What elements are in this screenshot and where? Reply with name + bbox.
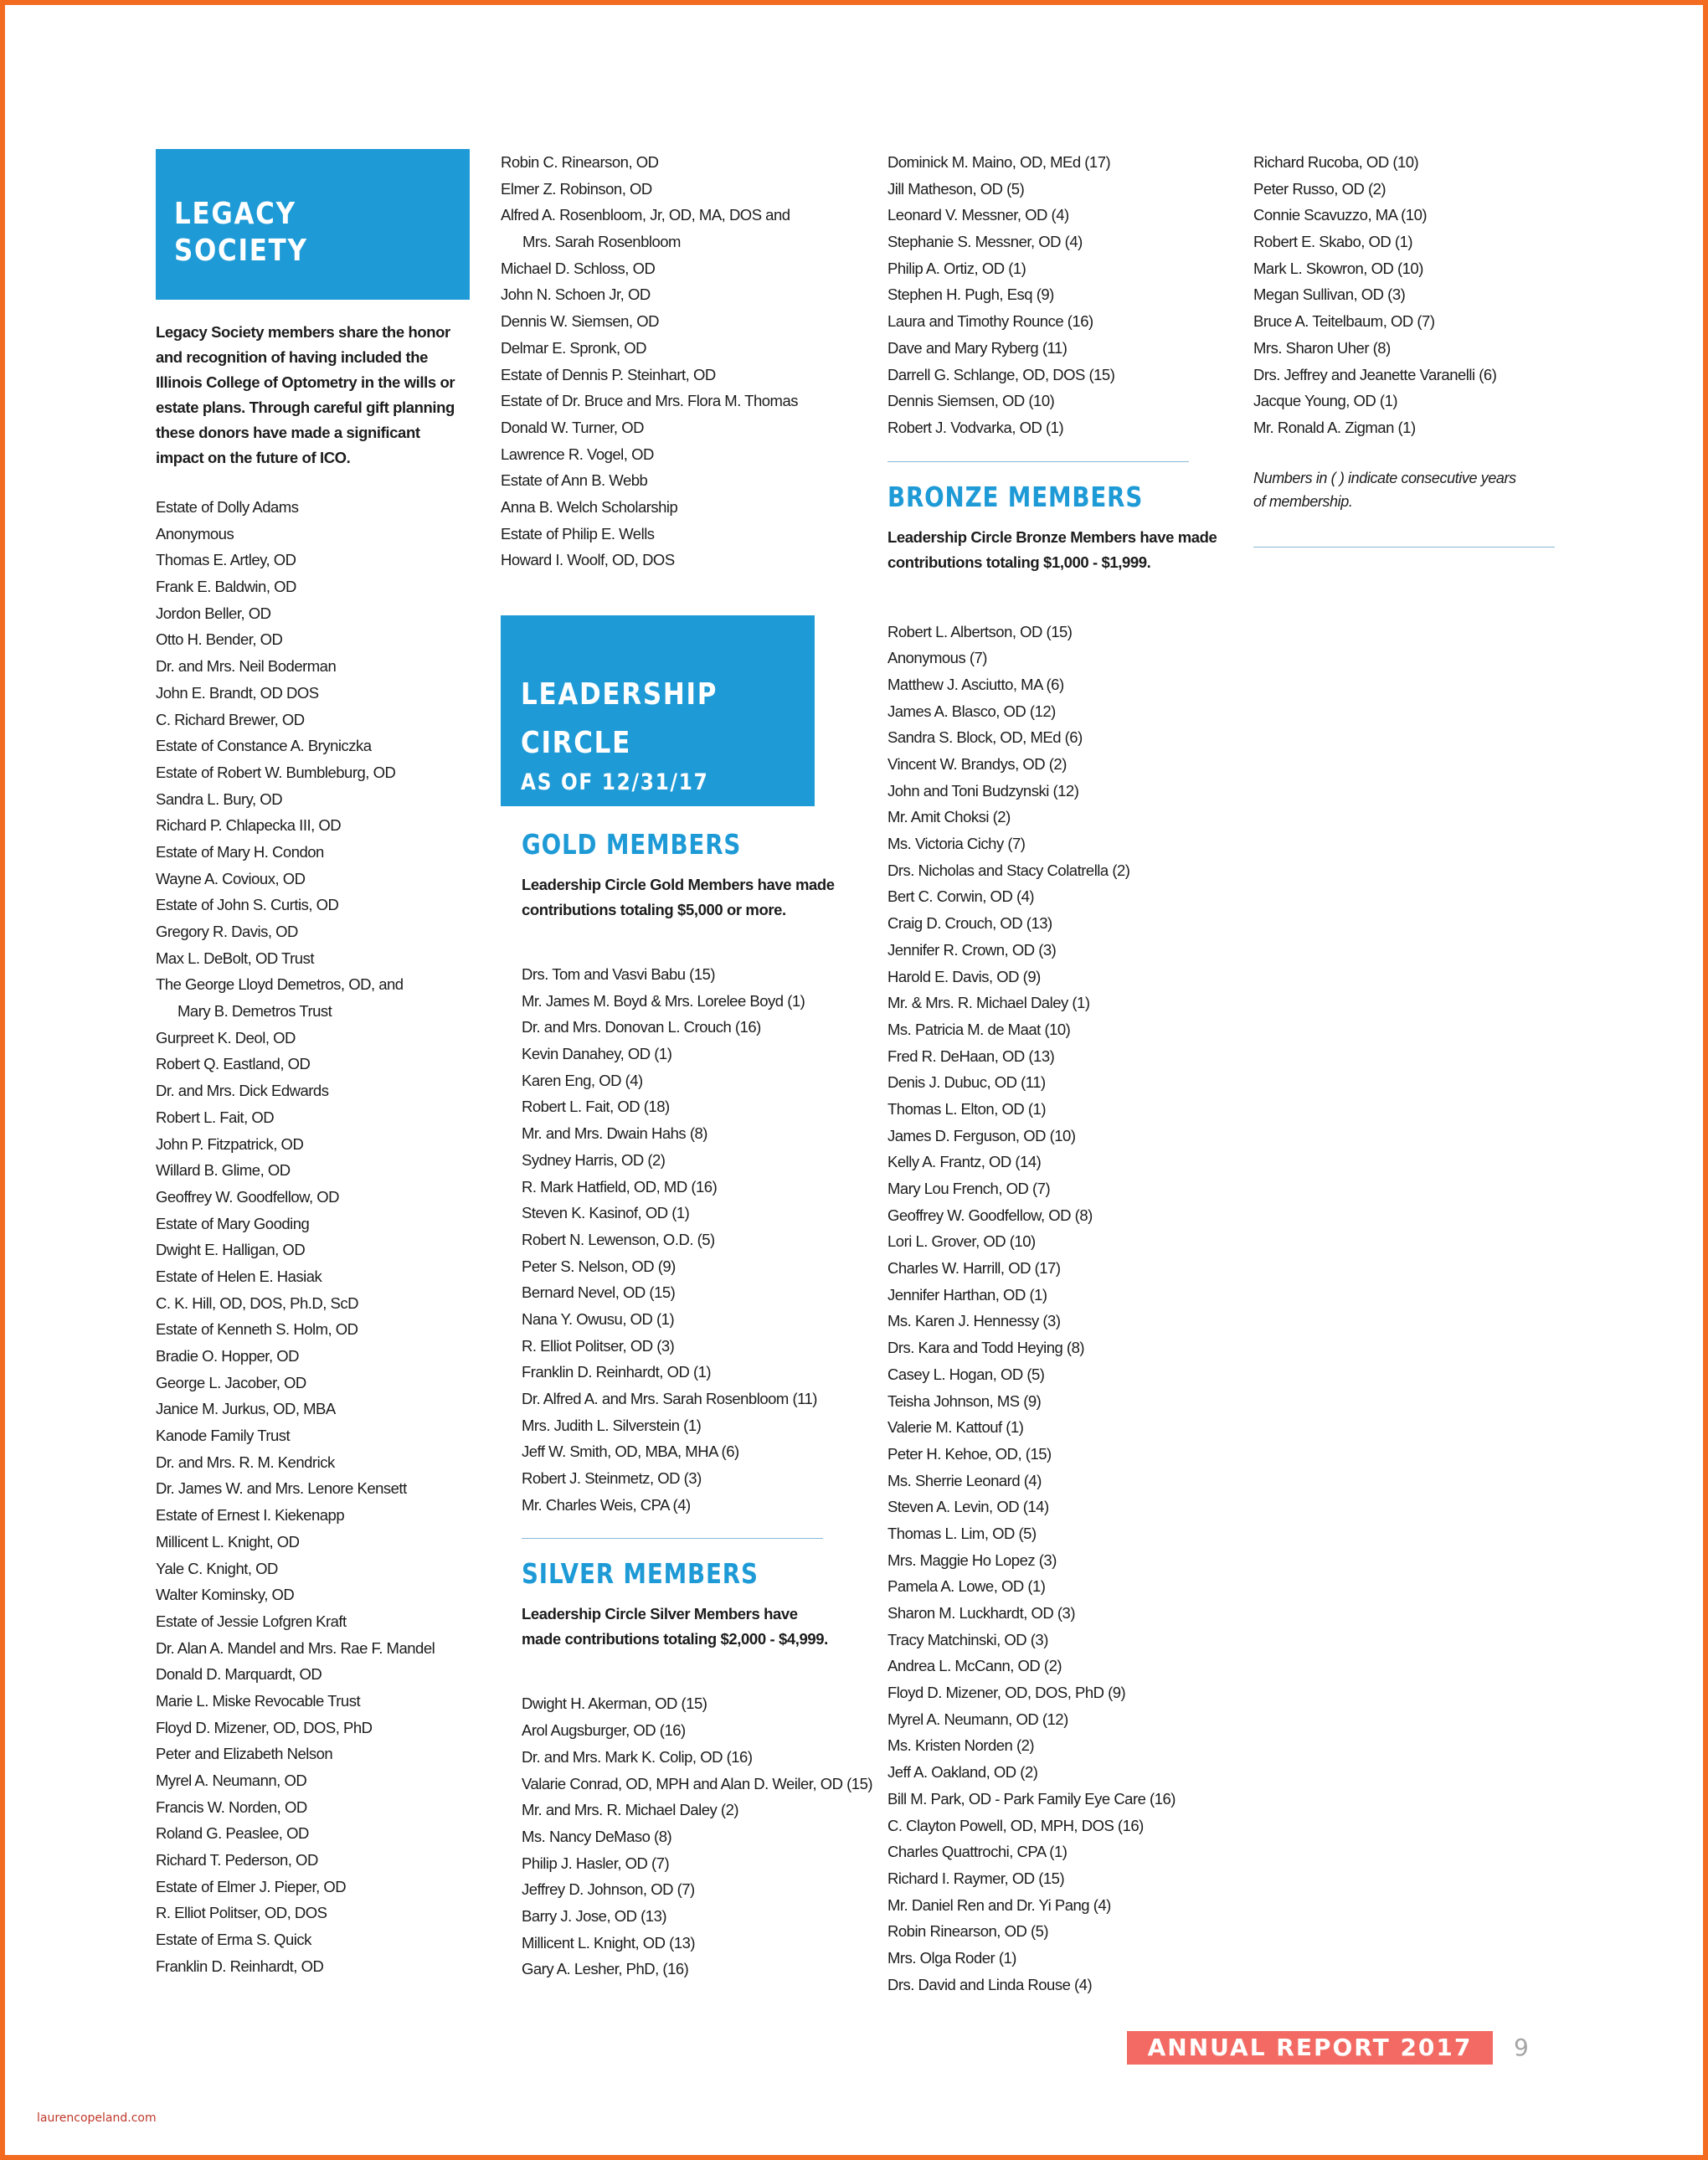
list-item: Francis W. Norden, OD (156, 1797, 307, 1816)
bronze-title: BRONZE MEMBERS (887, 480, 1144, 513)
list-item: Anonymous (7) (887, 649, 987, 667)
list-item: Marie L. Miske Revocable Trust (156, 1691, 361, 1710)
list-item: Robert L. Fait, OD (156, 1108, 275, 1126)
leadership-circle-header (501, 615, 815, 806)
list-item: Pamela A. Lowe, OD (1) (887, 1577, 1046, 1596)
leadership-title-line2: CIRCLE (521, 726, 632, 760)
list-item: Estate of Elmer J. Pieper, OD (156, 1877, 347, 1895)
list-item: Mr. James M. Boyd & Mrs. Lorelee Boyd (1) (522, 991, 805, 1010)
list-item: Gregory R. Davis, OD (156, 923, 298, 940)
list-item: George L. Jacober, OD (156, 1373, 306, 1391)
list-item: Dennis Siemsen, OD (10) (887, 392, 1055, 410)
section-divider (1253, 547, 1555, 548)
list-item: Sandra S. Block, OD, MEd (6) (887, 728, 1083, 747)
list-item: Myrel A. Neumann, OD (156, 1772, 307, 1789)
list-item: R. Elliot Politser, OD (3) (522, 1336, 675, 1355)
list-item: Craig D. Crouch, OD (13) (887, 914, 1052, 933)
legacy-names-list (156, 494, 470, 1980)
list-item: Mrs. Olga Roder (1) (887, 1948, 1016, 1967)
list-item: Anonymous (156, 524, 234, 543)
list-item: C. Richard Brewer, OD (156, 710, 305, 728)
list-item: Thomas E. Artley, OD (156, 551, 296, 569)
list-item: Mrs. Maggie Ho Lopez (3) (887, 1551, 1057, 1569)
list-item: Dr. and Mrs. Dick Edwards (156, 1082, 329, 1100)
list-item: Janice M. Jurkus, OD, MBA (156, 1400, 336, 1418)
bronze-names-list (887, 619, 1222, 1998)
list-item: Mr. and Mrs. Dwain Hahs (8) (522, 1124, 707, 1143)
list-item: Casey L. Hogan, OD (5) (887, 1365, 1045, 1383)
list-item: Walter Kominsky, OD (156, 1586, 295, 1604)
list-item: Anna B. Welch Scholarship (501, 497, 678, 516)
list-item: Drs. Tom and Vasvi Babu (15) (522, 965, 716, 983)
gold-section (501, 828, 873, 1983)
bronze-names-continued (1253, 149, 1563, 441)
list-item: Mr. Daniel Ren and Dr. Yi Pang (4) (887, 1895, 1111, 1914)
list-item: Mary Lou French, OD (7) (887, 1180, 1051, 1197)
list-item: Dennis W. Siemsen, OD (501, 312, 659, 331)
list-item: Floyd D. Mizener, OD, DOS, PhD (9) (887, 1684, 1126, 1702)
list-item: Jennifer Harthan, OD (1) (887, 1285, 1047, 1304)
list-item: Mary B. Demetros Trust (177, 1002, 332, 1021)
list-item: Estate of Dolly Adams (156, 498, 299, 516)
list-item: Estate of Ann B. Webb (501, 471, 648, 490)
column-3 (887, 149, 1222, 1998)
list-item: Lawrence R. Vogel, OD (501, 445, 654, 463)
list-item: Fred R. DeHaan, OD (13) (887, 1047, 1055, 1065)
list-item: C. Clayton Powell, OD, MPH, DOS (16) (887, 1816, 1144, 1834)
list-item: Mrs. Sarah Rosenbloom (522, 233, 681, 251)
list-item: Jeffrey D. Johnson, OD (7) (522, 1880, 695, 1899)
list-item: Ms. Nancy DeMaso (8) (522, 1827, 672, 1845)
list-item: Leonard V. Messner, OD (4) (887, 206, 1069, 224)
list-item: Jacque Young, OD (1) (1253, 392, 1398, 410)
list-item: Kelly A. Frantz, OD (14) (887, 1153, 1042, 1171)
list-item: Geoffrey W. Goodfellow, OD (8) (887, 1206, 1093, 1224)
list-item: Mark L. Skowron, OD (10) (1253, 259, 1423, 277)
list-item: Estate of Ernest I. Kiekenapp (156, 1506, 345, 1525)
site-credit: laurencopeland.com (37, 2111, 157, 2125)
list-item: Ms. Karen J. Hennessy (3) (887, 1312, 1061, 1330)
list-item: Ms. Kristen Norden (2) (887, 1736, 1035, 1755)
list-item: Robert J. Steinmetz, OD (3) (522, 1469, 702, 1488)
legacy-title-line1: LEGACY (174, 197, 296, 231)
list-item: Darrell G. Schlange, OD, DOS (15) (887, 365, 1115, 383)
silver-intro: Leadership Circle Silver Members have made contributions totaling $2,000 - $4,999. (522, 1605, 828, 1648)
list-item: Dr. and Mrs. Mark K. Colip, OD (16) (522, 1747, 753, 1766)
list-item: Robin Rinearson, OD (5) (887, 1922, 1049, 1941)
list-item: Jill Matheson, OD (5) (887, 179, 1025, 198)
list-item: Gary A. Lesher, PhD, (16) (522, 1960, 689, 1978)
list-item: John P. Fitzpatrick, OD (156, 1134, 304, 1153)
list-item: Estate of Erma S. Quick (156, 1931, 311, 1949)
list-item: Mrs. Judith L. Silverstein (1) (522, 1416, 702, 1434)
list-item: Dwight E. Halligan, OD (156, 1241, 306, 1259)
list-item: Mr. Ronald A. Zigman (1) (1253, 418, 1416, 436)
list-item: Thomas L. Lim, OD (5) (887, 1524, 1037, 1542)
list-item: Jeff A. Oakland, OD (2) (887, 1763, 1038, 1782)
list-item: Richard I. Raymer, OD (15) (887, 1869, 1065, 1887)
list-item: James D. Ferguson, OD (10) (887, 1126, 1076, 1144)
list-item: Dominick M. Maino, OD, MEd (17) (887, 153, 1111, 171)
gold-title: GOLD MEMBERS (522, 828, 742, 861)
list-item: Estate of Kenneth S. Holm, OD (156, 1320, 358, 1339)
list-item: Estate of Mary Gooding (156, 1214, 310, 1232)
list-item: C. K. Hill, OD, DOS, Ph.D, ScD (156, 1293, 358, 1312)
list-item: Robert E. Skabo, OD (1) (1253, 233, 1413, 251)
section-divider (522, 1538, 823, 1539)
list-item: Millicent L. Knight, OD (156, 1532, 300, 1551)
list-item: Nana Y. Owusu, OD (1) (522, 1309, 675, 1328)
list-item: Mr. and Mrs. R. Michael Daley (2) (522, 1801, 739, 1819)
list-item: Sydney Harris, OD (2) (522, 1150, 666, 1169)
list-item: Harold E. Davis, OD (9) (887, 967, 1041, 985)
list-item: Charles W. Harrill, OD (17) (887, 1259, 1061, 1278)
list-item: Millicent L. Knight, OD (13) (522, 1933, 696, 1952)
list-item: Richard T. Pederson, OD (156, 1851, 318, 1869)
list-item: Dr. Alfred A. and Mrs. Sarah Rosenbloom (11) (522, 1390, 817, 1407)
list-item: Tracy Matchinski, OD (3) (887, 1630, 1048, 1648)
leadership-subtitle: AS OF 12/31/17 (521, 769, 709, 795)
list-item: Robert N. Lewenson, O.D. (5) (522, 1230, 715, 1248)
list-item: Megan Sullivan, OD (3) (1253, 285, 1406, 304)
list-item: Estate of Mary H. Condon (156, 842, 324, 861)
list-item: John and Toni Budzynski (12) (887, 781, 1079, 800)
section-divider (887, 461, 1189, 462)
list-item: Otto H. Bender, OD (156, 630, 283, 649)
list-item: Max L. DeBolt, OD Trust (156, 949, 314, 967)
leadership-title-line1: LEADERSHIP (521, 677, 718, 712)
list-item: Wayne A. Covioux, OD (156, 869, 306, 887)
list-item: Estate of John S. Curtis, OD (156, 896, 339, 914)
gold-names-list (522, 961, 836, 1518)
list-item: Denis J. Dubuc, OD (11) (887, 1073, 1046, 1092)
list-item: Valerie M. Kattouf (1) (887, 1418, 1024, 1437)
list-item: Ms. Sherrie Leonard (4) (887, 1471, 1042, 1489)
column-1 (156, 149, 470, 1980)
silver-names-continued (887, 149, 1222, 441)
gold-intro: Leadership Circle Gold Members have made contributions totaling $5,000 or more. (522, 876, 835, 918)
list-item: Connie Scavuzzo, MA (10) (1253, 206, 1428, 224)
list-item: Robert L. Fait, OD (18) (522, 1098, 670, 1116)
list-item: R. Mark Hatfield, OD, MD (16) (522, 1177, 718, 1196)
list-item: Philip J. Hasler, OD (7) (522, 1854, 670, 1872)
list-item: James A. Blasco, OD (12) (887, 702, 1056, 720)
list-item: Stephanie S. Messner, OD (4) (887, 233, 1083, 251)
list-item: Kevin Danahey, OD (1) (522, 1045, 672, 1063)
legacy-society-header (156, 149, 470, 300)
list-item: Estate of Helen E. Hasiak (156, 1267, 322, 1285)
list-item: Mr. Charles Weis, CPA (4) (522, 1495, 691, 1514)
list-item: Dave and Mary Ryberg (11) (887, 338, 1068, 357)
list-item: Kanode Family Trust (156, 1427, 291, 1445)
list-item: Dr. James W. and Mrs. Lenore Kensett (156, 1479, 407, 1498)
list-item: Mrs. Sharon Uher (8) (1253, 338, 1391, 357)
list-item: Michael D. Schloss, OD (501, 259, 656, 277)
list-item: Jordon Beller, OD (156, 604, 271, 622)
list-item: Roland G. Peaslee, OD (156, 1824, 309, 1843)
list-item: Richard Rucoba, OD (10) (1253, 153, 1419, 171)
list-item: Thomas L. Elton, OD (1) (887, 1099, 1046, 1118)
list-item: Elmer Z. Robinson, OD (501, 179, 652, 198)
list-item: Donald D. Marquardt, OD (156, 1665, 322, 1684)
list-item: Peter H. Kehoe, OD, (15) (887, 1444, 1052, 1463)
legacy-names-continued (501, 149, 836, 573)
list-item: Steven K. Kasinof, OD (1) (522, 1204, 690, 1222)
list-item: Delmar E. Spronk, OD (501, 338, 647, 357)
list-item: Drs. Kara and Todd Heying (8) (887, 1339, 1085, 1357)
list-item: Richard P. Chlapecka III, OD (156, 816, 342, 835)
list-item: Frank E. Baldwin, OD (156, 578, 296, 596)
list-item: Alfred A. Rosenbloom, Jr, OD, MA, DOS and (501, 206, 790, 224)
list-item: Matthew J. Asciutto, MA (6) (887, 675, 1064, 693)
list-item: John N. Schoen Jr, OD (501, 285, 651, 304)
list-item: Teisha Johnson, MS (9) (887, 1391, 1042, 1410)
list-item: Dwight H. Akerman, OD (15) (522, 1695, 707, 1713)
list-item: R. Elliot Politser, OD, DOS (156, 1904, 327, 1922)
list-item: Bernard Nevel, OD (15) (522, 1283, 676, 1302)
list-item: Bruce A. Teitelbaum, OD (7) (1253, 312, 1435, 331)
list-item: Floyd D. Mizener, OD, DOS, PhD (156, 1718, 373, 1736)
membership-note: Numbers in ( ) indicate consecutive years of membership. (1253, 469, 1516, 510)
list-item: Franklin D. Reinhardt, OD (1) (522, 1363, 712, 1381)
list-item: Sharon M. Luckhardt, OD (3) (887, 1604, 1076, 1622)
list-item: Bert C. Corwin, OD (4) (887, 887, 1035, 906)
list-item: Gurpreet K. Deol, OD (156, 1028, 296, 1047)
list-item: John E. Brandt, OD DOS (156, 683, 319, 702)
list-item: Sandra L. Bury, OD (156, 789, 283, 808)
list-item: Ms. Victoria Cichy (7) (887, 835, 1026, 853)
list-item: Robert Q. Eastland, OD (156, 1055, 311, 1073)
page-number: 9 (1514, 2034, 1529, 2061)
list-item: Robin C. Rinearson, OD (501, 153, 659, 171)
list-item: Lori L. Grover, OD (10) (887, 1232, 1036, 1251)
silver-names-list (522, 1690, 873, 1983)
list-item: Yale C. Knight, OD (156, 1559, 278, 1577)
list-item: Steven A. Levin, OD (14) (887, 1498, 1049, 1516)
list-item: Peter S. Nelson, OD (9) (522, 1257, 676, 1275)
list-item: Estate of Constance A. Bryniczka (156, 737, 372, 755)
list-item: Drs. David and Linda Rouse (4) (887, 1975, 1093, 1993)
silver-title: SILVER MEMBERS (522, 1557, 759, 1591)
list-item: Estate of Dennis P. Steinhart, OD (501, 365, 716, 383)
list-item: Willard B. Glime, OD (156, 1161, 291, 1180)
list-item: Estate of Robert W. Bumbleburg, OD (156, 763, 396, 781)
list-item: Mr. Amit Choksi (2) (887, 808, 1011, 826)
annual-report-label: ANNUAL REPORT 2017 (1127, 2031, 1493, 2065)
list-item: Geoffrey W. Goodfellow, OD (156, 1187, 340, 1206)
list-item: Philip A. Ortiz, OD (1) (887, 259, 1026, 277)
list-item: Andrea L. McCann, OD (2) (887, 1657, 1062, 1675)
list-item: Jennifer R. Crown, OD (3) (887, 940, 1057, 959)
list-item: Peter Russo, OD (2) (1253, 179, 1386, 198)
list-item: Howard I. Woolf, OD, DOS (501, 551, 675, 569)
list-item: Stephen H. Pugh, Esq (9) (887, 285, 1054, 304)
list-item: Peter and Elizabeth Nelson (156, 1745, 333, 1763)
list-item: Laura and Timothy Rounce (16) (887, 312, 1093, 331)
list-item: Donald W. Turner, OD (501, 418, 644, 436)
list-item: Dr. Alan A. Mandel and Mrs. Rae F. Mandel (156, 1638, 435, 1657)
list-item: Robert J. Vodvarka, OD (1) (887, 418, 1064, 436)
list-item: Drs. Nicholas and Stacy Colatrella (2) (887, 861, 1130, 879)
list-item: Mr. & Mrs. R. Michael Daley (1) (887, 994, 1090, 1012)
list-item: Arol Augsburger, OD (16) (522, 1721, 686, 1740)
list-item: Myrel A. Neumann, OD (12) (887, 1710, 1068, 1728)
list-item: Dr. and Mrs. Neil Boderman (156, 657, 337, 676)
list-item: The George Lloyd Demetros, OD, and (156, 975, 404, 994)
list-item: Karen Eng, OD (4) (522, 1071, 643, 1089)
legacy-title-line2: SOCIETY (174, 234, 308, 268)
list-item: Robert L. Albertson, OD (15) (887, 622, 1073, 640)
list-item: Franklin D. Reinhardt, OD (156, 1957, 324, 1975)
list-item: Barry J. Jose, OD (13) (522, 1906, 667, 1925)
bronze-intro: Leadership Circle Bronze Members have made contributions totaling $1,000 - $1,999. (887, 527, 1217, 571)
list-item: Jeff W. Smith, OD, MBA, MHA (6) (522, 1443, 739, 1461)
list-item: Bill M. Park, OD - Park Family Eye Care (16) (887, 1789, 1176, 1808)
list-item: Dr. and Mrs. Donovan L. Crouch (16) (522, 1018, 761, 1036)
list-item: Ms. Patricia M. de Maat (10) (887, 1020, 1071, 1038)
list-item: Drs. Jeffrey and Jeanette Varanelli (6) (1253, 365, 1497, 383)
list-item: Valarie Conrad, OD, MPH and Alan D. Weiler, OD (15) (522, 1774, 873, 1792)
list-item: Estate of Jessie Lofgren Kraft (156, 1612, 347, 1630)
list-item: Estate of Dr. Bruce and Mrs. Flora M. Thomas (501, 392, 798, 410)
legacy-intro: Legacy Society members share the honor and recognition of having included the Illinois College of Optometry in the wills or estate plans. Through careful gift planning these donors have made a significant impact on the future of ICO. (156, 323, 455, 466)
list-item: Estate of Philip E. Wells (501, 524, 655, 543)
column-2 (501, 149, 873, 1983)
column-4 (1253, 149, 1563, 548)
list-item: Dr. and Mrs. R. M. Kendrick (156, 1453, 335, 1471)
list-item: Charles Quattrochi, CPA (1) (887, 1843, 1068, 1861)
list-item: Vincent W. Brandys, OD (2) (887, 755, 1067, 773)
list-item: Bradie O. Hopper, OD (156, 1347, 299, 1365)
